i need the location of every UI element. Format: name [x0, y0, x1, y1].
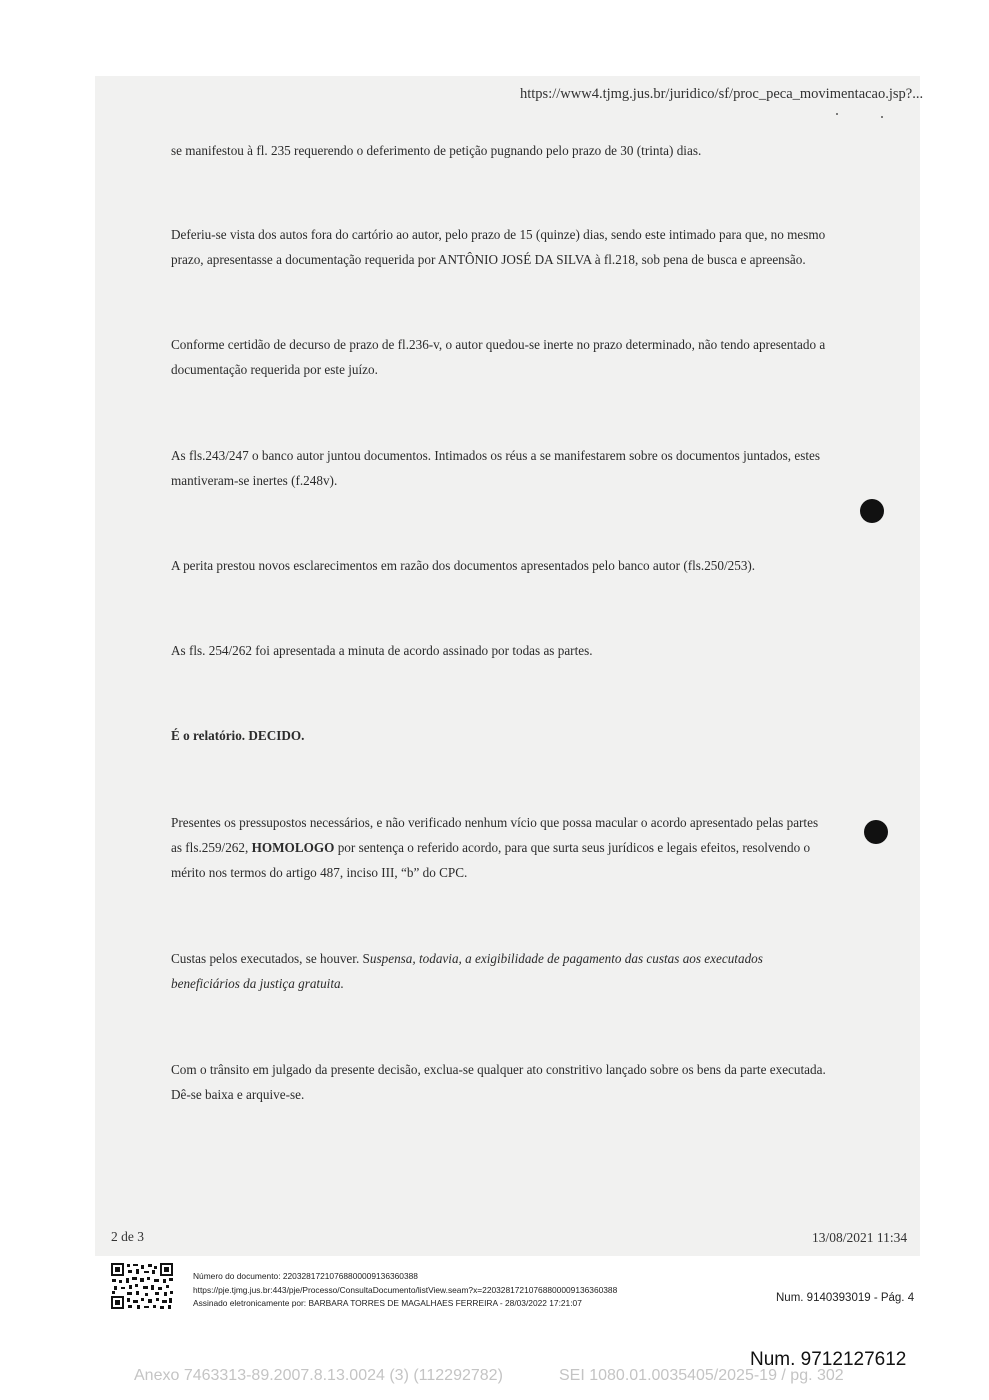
qr-code-icon — [110, 1262, 174, 1310]
pje-document-metadata — [193, 1270, 617, 1311]
scan-speck — [836, 113, 838, 115]
punch-hole-mark — [860, 499, 884, 523]
print-datetime: 13/08/2021 11:34 — [812, 1230, 908, 1245]
document-num-page: Num. 9140393019 - Pág. 4 — [776, 1292, 915, 1304]
paragraph-5: A perita prestou novos esclarecimentos em razão dos documentos apresentados pelo banco autor (fls.250/253). — [171, 558, 756, 573]
paragraph-2: Deferiu-se vista dos autos fora do cartório ao autor, pelo prazo de 15 (quinze) dias, sendo este intimado para que, no mesmo prazo, apresentasse a documentação requerida por ANTÔNIO JOSÉ DA SILVA à fl.218, sob pena de busca e apreensão. — [171, 227, 826, 267]
annex-watermark — [134, 1367, 844, 1385]
annex-process-id: Anexo 7463313-89.2007.8.13.0024 (3) (112292782) — [134, 1367, 503, 1384]
paragraph-7-heading: É o relatório. DECIDO. — [171, 728, 305, 743]
scan-speck — [881, 116, 883, 118]
paragraph-9: Custas pelos executados, se houver. Suspensa, todavia, a exigibilidade de pagamento das custas aos executados beneficiários da justiça gratuita. — [171, 951, 763, 991]
browser-url-header: https://www4.tjmg.jus.br/juridico/sf/proc_peca_movimentacao.jsp?... — [520, 86, 924, 102]
sei-page-ref: SEI 1080.01.0035405/2025-19 / pg. 302 — [559, 1367, 844, 1384]
paragraph-1: se manifestou à fl. 235 requerendo o deferimento de petição pugnando pelo prazo de 30 (trinta) dias. — [171, 143, 702, 158]
document-number: Número do documento: 22032817210768800009136360388 — [193, 1271, 418, 1281]
paragraph-3: Conforme certidão de decurso de prazo de fl.236-v, o autor quedou-se inerte no prazo determinado, não tendo apresentado a documentação requerida por este juízo. — [171, 337, 826, 377]
page-count: 2 de 3 — [111, 1229, 144, 1244]
electronic-signature: Assinado eletronicamente por: BARBARA TORRES DE MAGALHAES FERREIRA - 28/03/2022 17:21:07 — [193, 1298, 582, 1308]
punch-hole-mark — [864, 820, 888, 844]
document-link[interactable]: https://pje.tjmg.jus.br:443/pje/Processo/ConsultaDocumento/listView.seam?x=22032817210768800009136360388 — [193, 1284, 618, 1295]
paragraph-4: As fls.243/247 o banco autor juntou documentos. Intimados os réus a se manifestarem sobre os documentos juntados, estes mantiveram-se inertes (f.248v). — [171, 448, 821, 488]
paragraph-6: As fls. 254/262 foi apresentada a minuta de acordo assinado por todas as partes. — [171, 643, 593, 658]
paragraph-10: Com o trânsito em julgado da presente decisão, exclua-se qualquer ato constritivo lançado sobre os bens da parte executada. Dê-se baixa e arquive-se. — [171, 1062, 826, 1102]
stamp-document-number: Num. 9712127612 — [750, 1349, 907, 1370]
paragraph-8: Presentes os pressupostos necessários, e não verificado nenhum vício que possa macular o acordo apresentado pelas partes as fls.259/262, HOMOLOGO por sentença o referido acordo, para que surta seus jurídicos e legais efeitos, resolvendo o mérito nos termos do artigo 487, inciso III, “b” do CPC. — [171, 815, 819, 880]
